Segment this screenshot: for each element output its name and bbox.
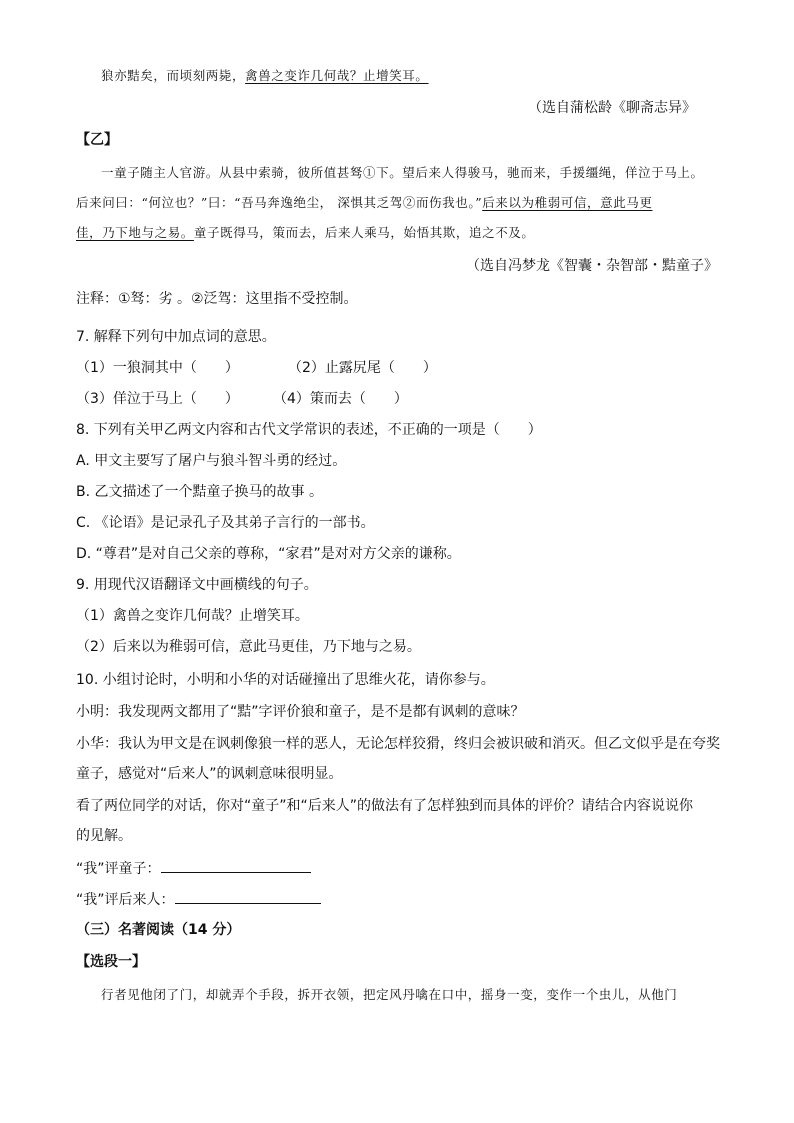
excerpt-1-heading: 【选段一】	[76, 954, 146, 970]
passage-b-heading: 【乙】	[76, 132, 118, 148]
question-7-item-1: （1）一狼洞其中（ ）	[76, 360, 239, 376]
answer-row-tongzi	[76, 858, 311, 879]
question-7-item-4: （4）策而去（ ）	[273, 391, 408, 407]
answer-label-tongzi: “我”评童子：	[76, 861, 161, 877]
question-7-item-3: （3）佯泣于马上（ ）	[76, 391, 239, 407]
passage-b-line-2	[76, 193, 653, 213]
passage-b-line-3	[76, 223, 535, 243]
answer-label-houlairen: “我”评后来人：	[76, 892, 175, 908]
passage-a-last-line	[101, 66, 429, 86]
question-8-option-c: C. 《论语》是记录孔子及其弟子言行的一部书。	[76, 515, 375, 531]
excerpt-1-line-1: 行者见他闭了门，却就弄个手段，拆开衣领，把定风丹噙在口中，摇身一变，变作一个虫儿，从他门	[101, 987, 678, 1002]
question-9-stem: 9. 用现代汉语翻译文中画横线的句子。	[76, 577, 318, 593]
question-9-item-1: （1）禽兽之变诈几何哉？止增笑耳。	[76, 608, 309, 624]
passage-a-source: （选自蒲松龄《聊斋志异》	[528, 100, 696, 116]
question-10-prompt-line-1: 看了两位同学的对话，你对“童子”和“后来人”的做法有了怎样独到而具体的评价？请结合内容说说你	[76, 798, 694, 814]
passage-b-source: （选自冯梦龙《智囊・杂智部・黠童子》	[466, 258, 718, 274]
xiaoming-dialogue: 小明：我发现两文都用了“黠”字评价狼和童子，是不是都有讽刺的意味？	[76, 704, 525, 720]
question-8-stem: 8. 下列有关甲乙两文内容和古代文学常识的表述，不正确的一项是（ ）	[76, 422, 542, 438]
passage-b-underlined-sentence-start: 后来以为稚弱可信，意此马更	[482, 195, 653, 210]
question-7-stem: 7. 解释下列句中加点词的意思。	[76, 329, 276, 345]
question-10-stem: 10. 小组讨论时，小明和小华的对话碰撞出了思维火花，请你参与。	[76, 672, 495, 688]
question-10-prompt-line-2: 的见解。	[76, 828, 132, 844]
passage-a-text: 狼亦黠矣，而顷刻两毙，	[101, 68, 246, 83]
xiaohua-dialogue-line-1: 小华：我认为甲文是在讽刺像狼一样的恶人，无论怎样狡猾，终归会被识破和消灭。但乙文似乎是在夸奖	[76, 736, 720, 752]
xiaohua-dialogue-line-2: 童子，感觉对“后来人”的讽刺意味很明显。	[76, 766, 343, 782]
answer-row-houlairen	[76, 889, 321, 910]
question-7-item-2: （2）止露尻尾（ ）	[288, 360, 437, 376]
answer-blank-tongzi[interactable]	[161, 858, 311, 873]
question-8-option-b: B. 乙文描述了一个黠童子换马的故事 。	[76, 484, 323, 500]
question-8-option-a: A. 甲文主要写了屠户与狼斗智斗勇的经过。	[76, 453, 347, 469]
section-3-heading: （三）名著阅读（14 分）	[76, 922, 241, 938]
question-8-option-d: D. “尊君”是对自己父亲的尊称，“家君”是对对方父亲的谦称。	[76, 546, 461, 562]
annotation-notes: 注释：①驽：劣 。②泛驾：这里指不受控制。	[76, 291, 358, 307]
answer-blank-houlairen[interactable]	[175, 889, 321, 904]
passage-b-line-2-text: 后来问曰：“何泣也？”曰：“吾马奔逸绝尘， 深惧其乏驾②而伤我也。”	[76, 195, 483, 210]
passage-b-line-3-text: 童子既得马，策而去，后来人乘马，始悟其欺，追之不及。	[193, 225, 535, 240]
passage-a-underlined-sentence: 禽兽之变诈几何哉？止增笑耳。	[245, 68, 429, 83]
question-9-item-2: （2）后来以为稚弱可信，意此马更佳，乃下地与之易。	[76, 639, 421, 655]
passage-b-underlined-sentence-end: 佳，乃下地与之易。	[76, 225, 194, 240]
passage-b-line-1: 一童子随主人官游。从县中索骑，彼所值甚驽①下。望后来人得骏马，驰而来，手援缰绳，佯泣于马上。	[101, 165, 704, 180]
